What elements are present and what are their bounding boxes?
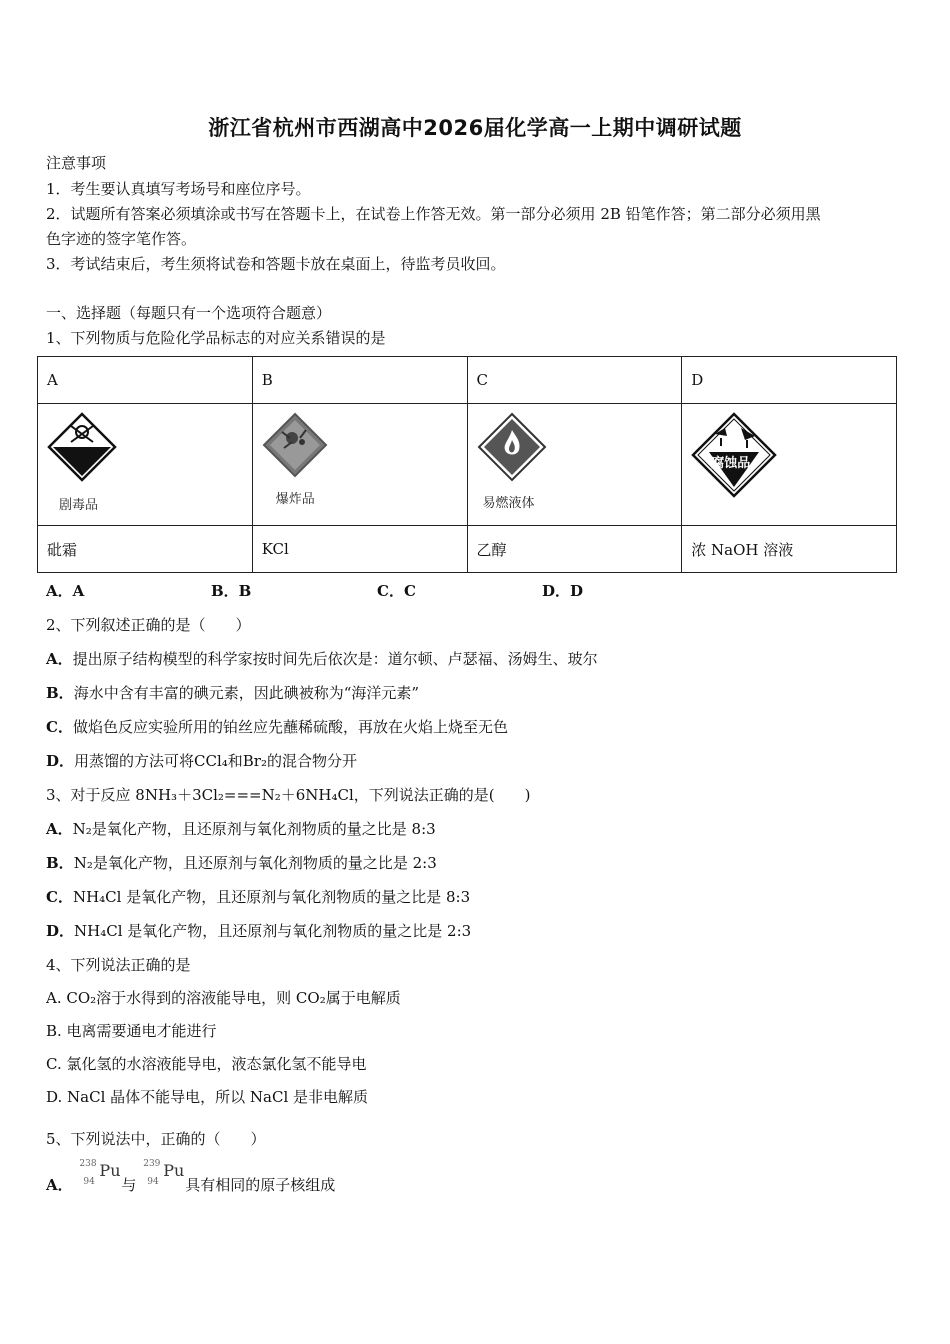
table-header-d: D (682, 357, 897, 404)
q4-option: A. CO₂溶于水得到的溶液能导电，则 CO₂属于电解质 (46, 989, 401, 1007)
substance-d: 浓 NaOH 溶液 (682, 526, 897, 573)
table-header-b: B (252, 357, 467, 404)
q4-option: B. 电离需要通电才能进行 (46, 1022, 217, 1040)
q5-option-a: A． 238 94 Pu 与 239 94 Pu 具有相同的原子核组成 (46, 1159, 336, 1194)
sign-cell-d (682, 404, 897, 526)
question-1-stem: 1、下列物质与危险化学品标志的对应关系错误的是 (46, 329, 386, 347)
flame-icon (477, 412, 547, 482)
q2-option: D．用蒸馏的方法可将CCl₄和Br₂的混合物分开 (46, 752, 357, 770)
substance-b: KCl (252, 526, 467, 573)
q2-option: C．做焰色反应实验所用的铂丝应先蘸稀硫酸，再放在火焰上烧至无色 (46, 718, 508, 736)
notice-heading: 注意事项 (46, 154, 107, 172)
q1-option-d: D．D (542, 582, 584, 600)
isotope-pu-239: 239 94 Pu (143, 1159, 185, 1187)
q3-option: A．N₂是氧化产物，且还原剂与氧化剂物质的量之比是 8:3 (46, 820, 436, 838)
sign-cell-b (252, 404, 467, 526)
notice-item: 3．考试结束后，考生须将试卷和答题卡放在桌面上，待监考员收回。 (46, 255, 506, 273)
substance-a: 砒霜 (38, 526, 253, 573)
question-3-stem: 3、对于反应 8NH₃＋3Cl₂===N₂＋6NH₄Cl，下列说法正确的是( ) (46, 786, 531, 804)
isotope-pu-238: 238 94 Pu (79, 1159, 121, 1187)
sign-label-flammable: 易燃液体 (482, 496, 535, 511)
q2-option: B．海水中含有丰富的碘元素，因此碘被称为“海洋元素” (46, 684, 420, 702)
sign-label-corrosive: 腐蚀品 (711, 456, 751, 471)
table-header-c: C (467, 357, 682, 404)
question-2-stem: 2、下列叙述正确的是（ ） (46, 616, 251, 634)
substance-c: 乙醇 (467, 526, 682, 573)
sign-label-toxic: 剧毒品 (59, 498, 99, 513)
page-title: 浙江省杭州市西湖高中2026届化学高一上期中调研试题 (208, 116, 742, 140)
question-5-stem: 5、下列说法中，正确的（ ） (46, 1130, 266, 1148)
skull-icon (47, 412, 117, 482)
explosion-icon (262, 412, 328, 478)
q1-option-a: A．A (46, 582, 85, 600)
sign-cell-c (467, 404, 682, 526)
notice-item: 1．考生要认真填写考场号和座位序号。 (46, 180, 311, 198)
q3-option: D．NH₄Cl 是氧化产物，且还原剂与氧化剂物质的量之比是 2:3 (46, 922, 472, 940)
hazard-table (37, 356, 897, 573)
q1-option-b: B．B (211, 582, 252, 600)
q1-option-c: C．C (377, 582, 416, 600)
section-heading: 一、选择题（每题只有一个选项符合题意） (46, 304, 332, 322)
table-header-a: A (38, 357, 253, 404)
notice-item: 2．试题所有答案必须填涂或书写在答题卡上，在试卷上作答无效。第一部分必须用 2B 铅笔作答；第二部分必须用黑 (46, 205, 821, 223)
q3-option: C．NH₄Cl 是氧化产物，且还原剂与氧化剂物质的量之比是 8:3 (46, 888, 471, 906)
q4-option: C. 氯化氢的水溶液能导电，液态氯化氢不能导电 (46, 1055, 367, 1073)
question-4-stem: 4、下列说法正确的是 (46, 956, 191, 974)
q3-option: B．N₂是氧化产物，且还原剂与氧化剂物质的量之比是 2:3 (46, 854, 437, 872)
q2-option: A．提出原子结构模型的科学家按时间先后依次是：道尔顿、卢瑟福、汤姆生、玻尔 (46, 650, 598, 668)
sign-cell-a (38, 404, 253, 526)
notice-item: 色字迹的签字笔作答。 (46, 230, 197, 248)
sign-label-explosive: 爆炸品 (275, 492, 315, 507)
q4-option: D. NaCl 晶体不能导电，所以 NaCl 是非电解质 (46, 1088, 369, 1106)
